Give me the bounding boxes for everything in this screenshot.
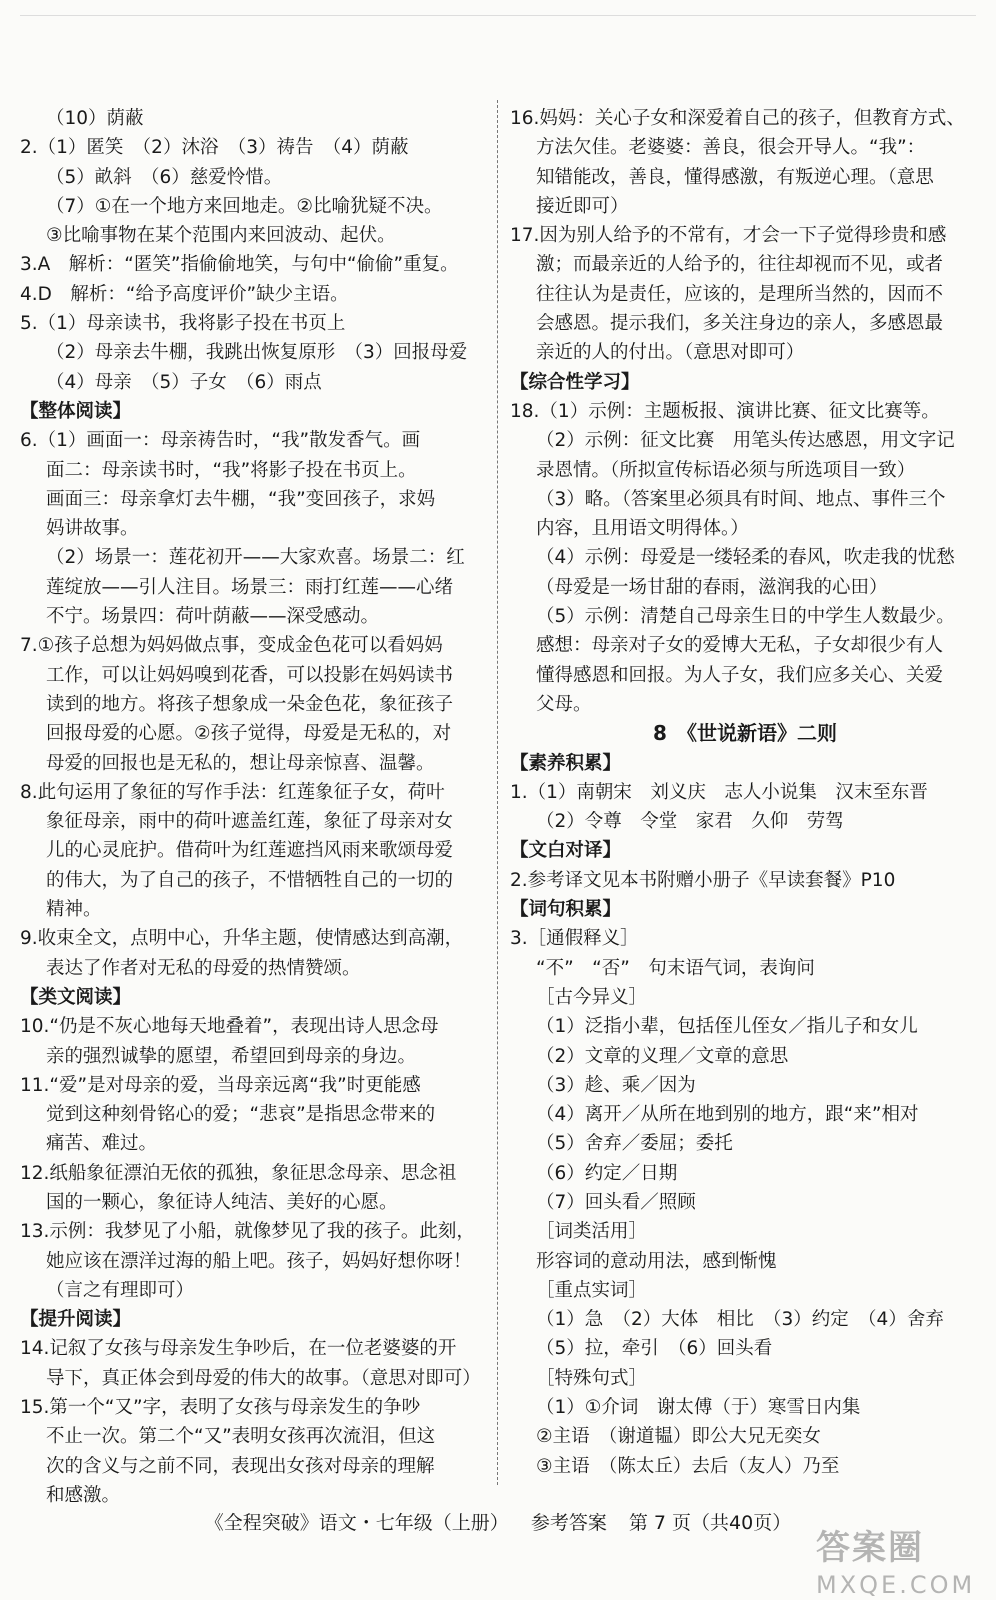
left-answer-line: 画面三：母亲拿灯去牛棚，“我”变回孩子，求妈: [46, 488, 436, 510]
left-answer-line: 8.此句运用了象征的写作手法：红莲象征子女，荷叶: [20, 781, 445, 803]
right-answer-line: 激；而最亲近的人给予的，往往却视而不见，或者: [536, 254, 944, 276]
left-answer-line: 14.记叙了女孩与母亲发生争吵后，在一位老婆婆的开: [20, 1338, 457, 1360]
right-answer-line: 感想：母亲对子女的爱博大无私，子女却很少有人: [536, 635, 944, 657]
left-answer-line: 13.示例：我梦见了小船，就像梦见了我的孩子。此刻，: [20, 1221, 475, 1243]
right-answer-line: （7）回头看／照顾: [536, 1191, 696, 1213]
right-answer-line: （5）舍弃／委屈；委托: [536, 1133, 733, 1155]
left-answer-line: 妈讲故事。: [46, 518, 139, 540]
left-answer-line: 读到的地方。将孩子想象成一朵金色花，象征孩子: [46, 693, 454, 715]
top-rule: [20, 15, 976, 16]
left-answer-line: （5）畝斜 （6）慈爱怜惜。: [46, 166, 283, 188]
left-answer-line: （2）母亲去牛棚，我跳出恢复原形 （3）回报母爱: [46, 342, 468, 364]
right-answer-line: （5）拉，牵引 （6）回头看: [536, 1338, 773, 1360]
left-answer-line: 3.A 解析：“匿笑”指偷偷地笑，与句中“偷偷”重复。: [20, 254, 459, 276]
right-answer-line: “不” “否” 句末语气词，表询问: [536, 957, 815, 979]
left-answer-line: 她应该在漂洋过海的船上吧。孩子，妈妈好想你呀！: [46, 1250, 472, 1272]
right-answer-line: ［重点实词］: [536, 1279, 648, 1301]
left-answer-line: 次的含义与之前不同，表现出女孩对母亲的理解: [46, 1455, 435, 1477]
left-column: [20, 104, 490, 1510]
left-answer-line: （7）①在一个地方来回地走。②比喻犹疑不决。: [46, 195, 443, 217]
right-answer-line: 2.参考译文见本书附赠小册子《早读套餐》P10: [510, 869, 896, 891]
right-answer-line: 会感恩。提示我们，多关注身边的亲人，多感恩最: [536, 313, 944, 335]
left-section-heading: 【整体阅读】: [20, 400, 132, 422]
right-answer-line: 亲近的人的付出。（意思对即可）: [536, 342, 805, 364]
right-answer-line: 1.（1）南朝宋 刘义庆 志人小说集 汉末至东晋: [510, 781, 928, 803]
left-answer-line: 10.“仍是不灰心地每天地叠着”，表现出诗人思念母: [20, 1016, 439, 1038]
watermark-logo-url: MXQE.COM: [816, 1571, 976, 1599]
right-answer-line: ③主语 （陈太丘）去后（友人）乃至: [536, 1455, 840, 1477]
right-answer-line: 内容，且用语文明得体。）: [536, 518, 749, 540]
right-answer-line: （3）趁、乘／因为: [536, 1074, 696, 1096]
footer-book-title: 《全程突破》语文・七年级（上册）: [204, 1512, 509, 1534]
left-answer-line: （言之有理即可）: [46, 1279, 195, 1301]
right-answer-line: 知错能改，善良，懂得感激，有叛逆心理。（意思: [536, 166, 934, 188]
right-answer-line: 懂得感恩和回报。为人子女，我们应多关心、关爱: [536, 664, 944, 686]
left-answer-line: 回报母爱的心愿。②孩子觉得，母爱是无私的，对: [46, 723, 452, 745]
left-answer-line: 15.第一个“又”字，表明了女孩与母亲发生的争吵: [20, 1397, 421, 1419]
left-answer-line: 12.纸船象征漂泊无依的孤独，象征思念母亲、思念祖: [20, 1162, 457, 1184]
right-answer-line: ②主语 （谢道韫）即公大兄无奕女: [536, 1426, 821, 1448]
right-answer-line: 录恩情。（所拟宣传标语必须与所选项目一致）: [536, 459, 916, 481]
left-answer-line: 工作，可以让妈妈嗅到花香，可以投影在妈妈读书: [46, 664, 454, 686]
left-answer-line: 亲的强烈诚挚的愿望，希望回到母亲的身边。: [46, 1045, 417, 1067]
left-answer-line: 精神。: [46, 899, 102, 921]
right-answer-line: 形容词的意动用法，感到惭愧: [536, 1250, 777, 1272]
right-section-heading: 【素养积累】: [510, 752, 622, 774]
right-answer-line: （1）急 （2）大体 相比 （3）约定 （4）舍弃: [536, 1309, 944, 1331]
left-answer-line: 莲绽放——引人注目。场景三：雨打红莲——心绪: [46, 576, 454, 598]
right-section-heading: 【综合性学习】: [510, 371, 640, 393]
right-answer-line: ［古今异义］: [536, 986, 648, 1008]
right-answer-line: 父母。: [536, 693, 592, 715]
right-answer-line: ［词类活用］: [536, 1221, 648, 1243]
right-answer-line: （2）令尊 令堂 家君 久仰 劳驾: [536, 811, 844, 833]
right-answer-line: （4）示例：母爱是一缕轻柔的春风，吹走我的忧愁: [536, 547, 955, 569]
left-answer-line: （2）场景一：莲花初开——大家欢喜。场景二：红: [46, 547, 465, 569]
left-answer-line: 儿的心灵庇护。借荷叶为红莲遮挡风雨来歌颂母爱: [46, 840, 454, 862]
column-divider: [497, 100, 498, 1485]
right-answer-line: （1）泛指小辈，包括侄儿侄女／指儿子和女儿: [536, 1016, 918, 1038]
left-answer-line: 9.收束全文，点明中心，升华主题，使情感达到高潮，: [20, 928, 464, 950]
right-answer-line: 方法欠佳。老婆婆：善良，很会开导人。“我”：: [536, 137, 926, 159]
watermark-logo-text: 答案圈: [816, 1528, 924, 1568]
footer-section: 参考答案: [530, 1512, 607, 1534]
left-answer-line: 象征母亲，雨中的荷叶遮盖红莲，象征了母亲对女: [46, 811, 454, 833]
left-answer-line: 不止一次。第二个“又”表明女孩再次流泪，但这: [46, 1426, 436, 1448]
right-answer-line: 17.因为别人给予的不常有，才会一下子觉得珍贵和感: [510, 225, 947, 247]
left-answer-line: 不宁。场景四：荷叶荫蔽——深受感动。: [46, 606, 380, 628]
left-answer-line: 母爱的回报也是无私的，想让母亲惊喜、温馨。: [46, 752, 435, 774]
right-answer-line: （6）约定／日期: [536, 1162, 678, 1184]
left-answer-line: 面二：母亲读书时，“我”将影子投在书页上。: [46, 459, 417, 481]
left-answer-line: 和感激。: [46, 1484, 121, 1506]
right-answer-line: ［特殊句式］: [536, 1367, 648, 1389]
right-answer-line: （1）①介词 谢太傅（于）寒雪日内集: [536, 1397, 861, 1419]
left-answer-line: 6.（1）画面一：母亲祷告时，“我”散发香气。画: [20, 430, 421, 452]
right-answer-line: （4）离开／从所在地到别的地方，跟“来”相对: [536, 1104, 919, 1126]
left-answer-line: （4）母亲 （5）子女 （6）雨点: [46, 371, 322, 393]
left-answer-line: 表达了作者对无私的母爱的热情赞颂。: [46, 957, 361, 979]
left-answer-line: 4.D 解析：“给予高度评价”缺少主语。: [20, 283, 349, 305]
right-column: [510, 104, 980, 1481]
left-answer-line: 11.“爱”是对母亲的爱，当母亲远离“我”时更能感: [20, 1074, 421, 1096]
left-answer-line: 7.①孩子总想为妈妈做点事，变成金色花可以看妈妈: [20, 635, 443, 657]
right-answer-line: 16.妈妈：关心子女和深爱着自己的孩子，但教育方式、: [510, 108, 965, 129]
right-section-heading: 【文白对译】: [510, 840, 622, 862]
left-answer-line: 导下，真正体会到母爱的伟大的故事。（意思对即可）: [46, 1367, 481, 1389]
right-answer-line: （2）示例：征文比赛 用笔头传达感恩，用文字记: [536, 430, 955, 452]
right-answer-line: 3.［通假释义］: [510, 928, 639, 950]
right-answer-line: 18.（1）示例：主题板报、演讲比赛、征文比赛等。: [510, 400, 940, 422]
right-answer-line: （5）示例：清楚自己母亲生日的中学生人数最少。: [536, 606, 955, 628]
watermark-logo: [816, 1520, 976, 1599]
right-answer-line: （母爱是一场甘甜的春雨，滋润我的心田）: [536, 576, 888, 598]
left-answer-line: 觉到这种刻骨铭心的爱；“悲哀”是指思念带来的: [46, 1104, 436, 1126]
left-answer-line: 的伟大，为了自己的孩子，不惜牺牲自己的一切的: [46, 869, 454, 891]
footer-page-number: 第 7 页（共40页）: [628, 1512, 792, 1534]
left-answer-line: ③比喻事物在某个范围内来回波动、起伏。: [46, 225, 396, 247]
left-answer-line: （10）荫蔽: [46, 108, 144, 129]
left-section-heading: 【类文阅读】: [20, 986, 132, 1008]
right-section-heading: 【词句积累】: [510, 899, 622, 921]
right-answer-line: （3）略。（答案里必须具有时间、地点、事件三个: [536, 488, 946, 510]
right-answer-line: （2）文章的义理／文章的意思: [536, 1045, 789, 1067]
left-section-heading: 【提升阅读】: [20, 1309, 132, 1331]
left-answer-line: 国的一颗心，象征诗人纯洁、美好的心愿。: [46, 1191, 398, 1213]
right-answer-line: 接近即可）: [536, 195, 629, 217]
left-answer-line: 2.（1）匿笑 （2）沐浴 （3）祷告 （4）荫蔽: [20, 137, 409, 159]
left-answer-line: 5.（1）母亲读书，我将影子投在书页上: [20, 313, 346, 335]
left-answer-line: 痛苦、难过。: [46, 1133, 158, 1155]
right-chapter-title: 8 《世说新语》二则: [653, 721, 837, 746]
right-answer-line: 往往认为是责任，应该的，是理所当然的，因而不: [536, 283, 944, 305]
